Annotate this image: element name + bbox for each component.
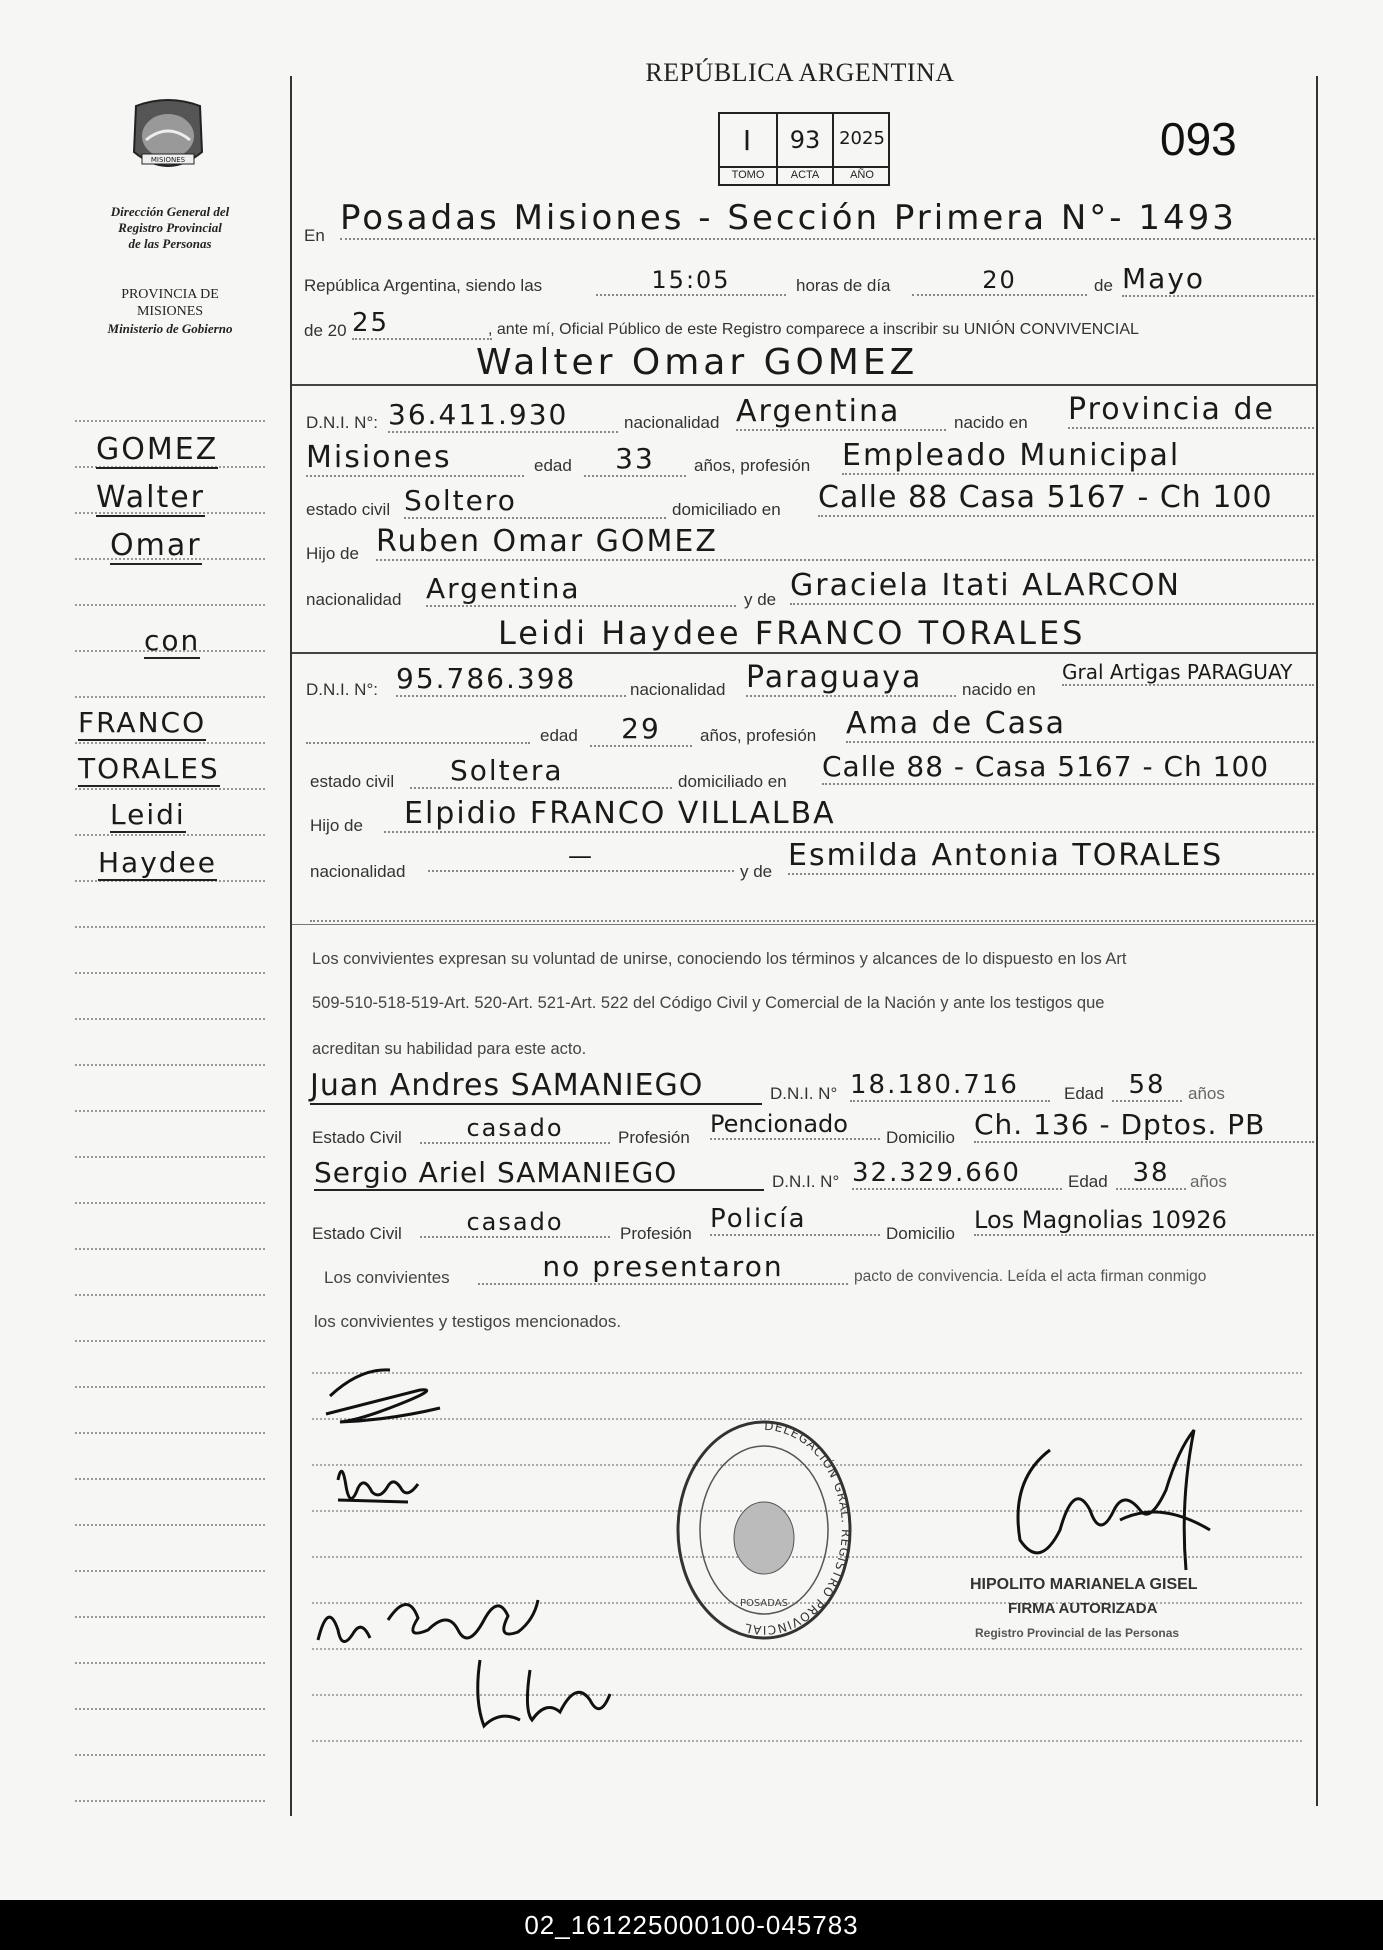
sidebar-ruled-line	[75, 1386, 265, 1388]
closing-value: no presentaron	[478, 1250, 848, 1285]
official-org: Registro Provincial de las Personas	[975, 1626, 1180, 1640]
org-line-3: de las Personas	[128, 236, 212, 251]
sidebar-ruled-line	[75, 1662, 265, 1664]
p1-dni-label: D.N.I. N°:	[306, 413, 378, 432]
p1-nac2-value: Argentina	[426, 572, 736, 607]
body-line-1: Los convivientes expresan su voluntad de unirse, conociendo los términos y alcances de lo dispuesto en los Art	[312, 950, 1127, 968]
side-name-omar: Omar	[110, 528, 202, 563]
p2-prof-label: años, profesión	[700, 726, 817, 745]
w2-civil-value: casado	[420, 1208, 610, 1238]
p2-yde-label: y de	[740, 862, 773, 881]
p1-dom-value: Calle 88 Casa 5167 - Ch 100	[818, 480, 1314, 517]
p2-nac-label: nacionalidad	[630, 680, 726, 699]
signature-ruled-line	[312, 1740, 1302, 1742]
sidebar-ruled-line	[75, 420, 265, 422]
p1-nac-label: nacionalidad	[624, 413, 720, 432]
p1-edad-value: 33	[584, 442, 686, 477]
p1-madre-value: Graciela Itati ALARCON	[790, 568, 1314, 605]
p2-civil-label: estado civil	[310, 772, 395, 791]
side-name-torales: TORALES	[78, 752, 220, 785]
sidebar-org	[75, 204, 265, 252]
sidebar-ruled-line	[75, 1478, 265, 1480]
w2-dom-label: Domicilio	[886, 1224, 955, 1243]
side-name-franco: FRANCO	[78, 706, 207, 739]
side-name-con: con	[144, 624, 201, 657]
official-title: FIRMA AUTORIZADA	[1008, 1600, 1158, 1617]
w1-civil-label: Estado Civil	[312, 1128, 402, 1147]
province-line-1: PROVINCIA DE	[121, 287, 219, 302]
side-name-haydee: Haydee	[98, 846, 218, 879]
act-number: 093	[1160, 113, 1237, 165]
tomo-label: TOMO	[731, 169, 765, 181]
official-name: HIPOLITO MARIANELA GISEL	[970, 1576, 1198, 1593]
year-value: 25	[352, 308, 492, 340]
side-name-walter: Walter	[96, 480, 206, 515]
p1-edad-label: edad	[534, 456, 572, 475]
p1-civil-value: Soltero	[404, 484, 666, 519]
p1-dom-label: domiciliado en	[672, 500, 781, 519]
country-title: REPÚBLICA ARGENTINA	[645, 58, 955, 87]
line2-prefix: República Argentina, siendo las	[304, 276, 543, 295]
stamp-bottom-text: POSADAS	[740, 1598, 788, 1609]
section-divider-2	[292, 652, 1316, 654]
stamp-ring-text: DELEGACIÓN GRAL. REGISTRO PROVINCIAL	[742, 1418, 854, 1638]
p2-nac-value: Paraguaya	[746, 660, 956, 697]
body-line-3: acreditan su habilidad para este acto.	[312, 1040, 587, 1058]
sidebar-ruled-line	[75, 1156, 265, 1158]
left-frame-line	[290, 76, 292, 1816]
section-divider-3	[292, 924, 1316, 925]
convivient-signature-1	[320, 1360, 460, 1430]
right-frame-line	[1316, 76, 1318, 1806]
p1-padre-value: Ruben Omar GOMEZ	[376, 524, 1314, 561]
closing-label: Los convivientes	[324, 1268, 450, 1287]
acta-value: 93	[789, 126, 821, 154]
p2-dni-label: D.N.I. N°:	[306, 680, 378, 699]
w1-dni-value: 18.180.716	[850, 1070, 1050, 1102]
ano-value: 2025	[839, 128, 885, 149]
sidebar-ruled-line	[75, 1064, 265, 1066]
p1-nacido-label: nacido en	[954, 413, 1028, 432]
w2-dom-value: Los Magnolias 10926	[974, 1206, 1314, 1236]
person2-name: Leidi Haydee FRANCO TORALES	[498, 614, 1086, 652]
line3-prefix: de 20	[304, 321, 347, 340]
p2-edad-label: edad	[540, 726, 578, 745]
en-label: En	[304, 226, 325, 245]
signature-ruled-line	[312, 1372, 1302, 1374]
sidebar-ruled-line	[75, 1800, 265, 1802]
p1-prof-value: Empleado Municipal	[842, 438, 1314, 475]
sidebar-ruled-line	[75, 1754, 265, 1756]
sidebar-ruled-line	[75, 926, 265, 928]
section-divider-1	[292, 384, 1316, 386]
p2-hijo-label: Hijo de	[310, 816, 363, 835]
p1-yde-label: y de	[744, 590, 777, 609]
w2-edad-value: 38	[1116, 1158, 1186, 1190]
sidebar-province	[75, 286, 265, 337]
closing-rest: pacto de convivencia. Leída el acta firman conmigo	[854, 1268, 1207, 1285]
p2-nacido-value: Gral Artigas PARAGUAY	[1062, 660, 1314, 686]
emblem-text: MISIONES	[150, 156, 186, 164]
w1-anos-label: años	[1188, 1084, 1225, 1103]
w1-dni-label: D.N.I. N°	[770, 1084, 838, 1103]
sidebar-ruled-line	[75, 834, 265, 836]
registry-box	[718, 112, 890, 186]
w1-edad-label: Edad	[1064, 1084, 1104, 1103]
sidebar-ruled-line	[75, 742, 265, 744]
sidebar-ruled-line	[75, 972, 265, 974]
w2-edad-label: Edad	[1068, 1172, 1108, 1191]
footer-code: 02_161225000100-045783	[524, 1910, 859, 1940]
official-signature	[990, 1420, 1220, 1600]
sidebar-ruled-line	[75, 696, 265, 698]
w2-prof-value: Policía	[710, 1204, 880, 1236]
org-line-1: Dirección General del	[110, 204, 230, 219]
line3-text: , ante mí, Oficial Público de este Registro comparece a inscribir su UNIÓN CONVIVENCIAL	[488, 321, 1139, 338]
sidebar-ruled-line	[75, 1524, 265, 1526]
sidebar-ruled-line	[75, 1248, 265, 1250]
p1-nacido-value: Provincia de	[1068, 392, 1314, 429]
w1-dom-value: Ch. 136 - Dptos. PB	[974, 1108, 1314, 1143]
line2-mid: horas de día	[796, 276, 891, 295]
ano-label: AÑO	[850, 169, 874, 181]
p2-nac2-value: —	[428, 842, 734, 872]
sidebar-ruled-line	[75, 604, 265, 606]
p2-madre-value: Esmilda Antonia TORALES	[788, 838, 1314, 875]
p1-nac2-label: nacionalidad	[306, 590, 402, 609]
w1-dom-label: Domicilio	[886, 1128, 955, 1147]
sidebar-ruled-line	[75, 1708, 265, 1710]
w2-name: Sergio Ariel SAMANIEGO	[314, 1156, 764, 1191]
witness-signature-2	[460, 1640, 620, 1740]
sidebar-ruled-line	[75, 1202, 265, 1204]
p2-dom-value: Calle 88 - Casa 5167 - Ch 100	[822, 750, 1314, 785]
p1-hijo-label: Hijo de	[306, 544, 359, 563]
p2-civil-value: Soltera	[410, 754, 672, 789]
p1-prof-label: años, profesión	[694, 456, 811, 475]
p2-dom-label: domiciliado en	[678, 772, 787, 791]
p2-trailing-line	[310, 920, 1314, 922]
month-value: Mayo	[1122, 262, 1314, 297]
sidebar-ruled-line	[75, 1018, 265, 1020]
p1-civil-label: estado civil	[306, 500, 391, 519]
tomo-value: I	[742, 124, 754, 157]
p2-blank-line	[306, 742, 530, 744]
side-name-gomez: GOMEZ	[96, 432, 219, 467]
w1-civil-value: casado	[420, 1114, 610, 1144]
sidebar-ruled-line	[75, 1110, 265, 1112]
p2-dni-value: 95.786.398	[396, 662, 626, 697]
p2-padre-value: Elpidio FRANCO VILLALBA	[384, 796, 1314, 833]
sidebar-ruled-line	[75, 1340, 265, 1342]
ministry: Ministerio de Gobierno	[107, 321, 233, 336]
official-stamp	[664, 1410, 864, 1650]
org-line-2: Registro Provincial	[118, 220, 222, 235]
acta-label: ACTA	[790, 169, 820, 181]
provincial-emblem	[118, 92, 218, 182]
w2-dni-label: D.N.I. N°	[772, 1172, 840, 1191]
p2-prof-value: Ama de Casa	[846, 706, 1314, 743]
p2-nac2-label: nacionalidad	[310, 862, 406, 881]
p1-nacido-value-2: Misiones	[306, 440, 524, 477]
place-value: Posadas Misiones - Sección Primera N°- 1493	[340, 198, 1315, 240]
sidebar-ruled-line	[75, 1294, 265, 1296]
closing-last: los convivientes y testigos mencionados.	[314, 1312, 622, 1331]
w1-prof-label: Profesión	[618, 1128, 690, 1147]
footer-bar	[0, 1900, 1383, 1950]
sidebar-ruled-line	[75, 1570, 265, 1572]
person1-name: Walter Omar GOMEZ	[476, 342, 919, 383]
p2-edad-value: 29	[590, 712, 692, 747]
w1-edad-value: 58	[1112, 1070, 1182, 1102]
sidebar-ruled-line	[75, 1432, 265, 1434]
p1-nac-value: Argentina	[736, 394, 946, 431]
province-line-2: MISIONES	[136, 304, 204, 319]
w1-prof-value: Pencionado	[710, 1110, 880, 1140]
day-value: 20	[912, 266, 1087, 296]
line2-de: de	[1094, 276, 1113, 295]
w2-prof-label: Profesión	[620, 1224, 692, 1243]
body-line-2: 509-510-518-519-Art. 520-Art. 521-Art. 522 del Código Civil y Comercial de la Nación y ante los testigos que	[312, 994, 1105, 1012]
w2-anos-label: años	[1190, 1172, 1227, 1191]
w1-name: Juan Andres SAMANIEGO	[310, 1068, 762, 1105]
sidebar-ruled-line	[75, 788, 265, 790]
w2-civil-label: Estado Civil	[312, 1224, 402, 1243]
w2-dni-value: 32.329.660	[852, 1158, 1062, 1190]
time-value: 15:05	[596, 266, 786, 296]
p2-nacido-label: nacido en	[962, 680, 1036, 699]
convivient-signature-2	[328, 1440, 438, 1520]
p1-dni-value: 36.411.930	[388, 398, 618, 433]
sidebar-ruled-line	[75, 1616, 265, 1618]
side-name-leidi: Leidi	[110, 798, 186, 831]
